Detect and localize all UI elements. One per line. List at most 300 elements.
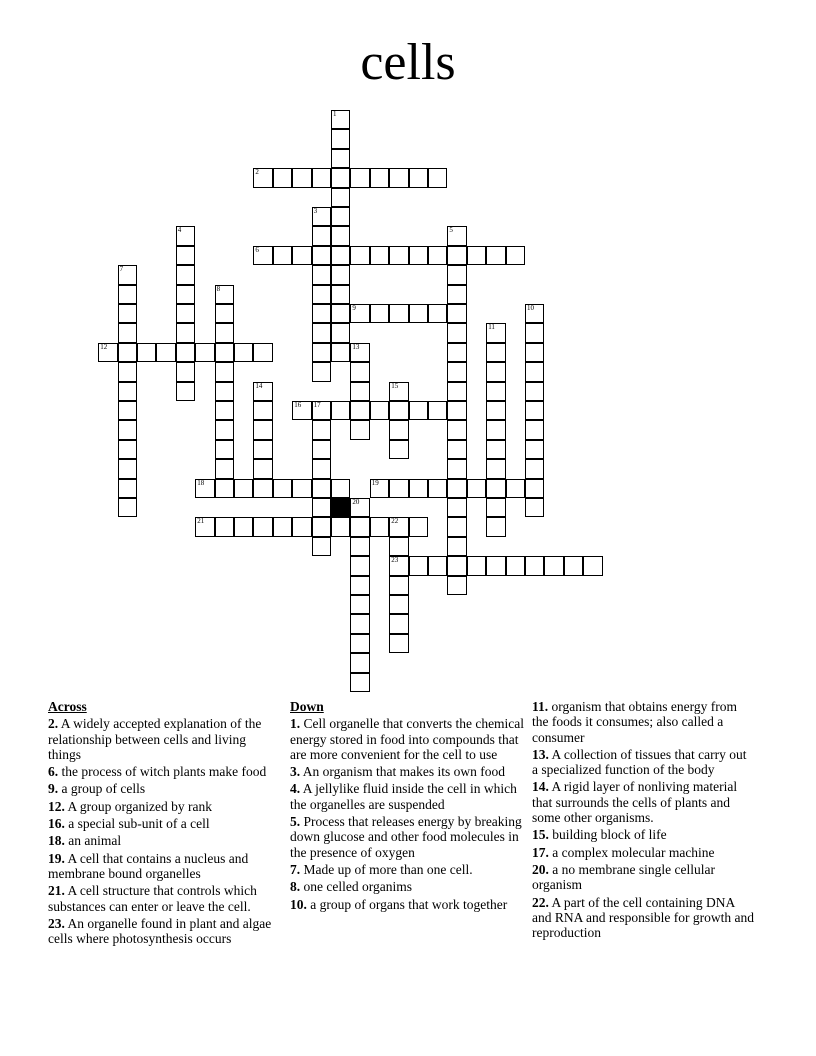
grid-cell[interactable] (215, 323, 234, 342)
grid-cell[interactable] (253, 343, 272, 362)
grid-cell[interactable] (525, 498, 544, 517)
grid-cell[interactable] (215, 362, 234, 381)
clue-text: a no membrane single cellular organism (532, 861, 715, 893)
grid-cell[interactable] (215, 479, 234, 498)
grid-cell[interactable] (447, 304, 466, 323)
grid-cell[interactable] (215, 459, 234, 478)
grid-cell[interactable] (331, 323, 350, 342)
grid-cell[interactable] (176, 343, 195, 362)
grid-cell[interactable] (312, 498, 331, 517)
clue-label: 17. (532, 844, 549, 860)
clue (48, 916, 280, 947)
grid-cell[interactable] (331, 207, 350, 226)
clue (290, 781, 526, 812)
grid-cell[interactable] (370, 517, 389, 536)
down-clue-list (290, 716, 526, 912)
grid-cell[interactable] (447, 517, 466, 536)
clue-number: 22 (391, 517, 399, 526)
clue-text: one celled organims (303, 879, 412, 895)
grid-cell[interactable] (389, 382, 408, 401)
clue-text: a complex molecular machine (552, 844, 715, 860)
clue-number: 12 (100, 342, 108, 351)
clue-text: a group of organs that work together (310, 896, 508, 912)
grid-cell[interactable] (409, 246, 428, 265)
clue-label: 13. (532, 746, 549, 762)
grid-cell[interactable] (312, 207, 331, 226)
page-title: cells (360, 34, 456, 91)
grid-cell[interactable] (544, 556, 563, 575)
clue-label: 20. (532, 861, 549, 877)
clue-label: 21. (48, 883, 65, 899)
clue-text: A jellylike fluid inside the cell in which the organelles are suspended (290, 781, 517, 812)
clue-text: A rigid layer of nonliving material that surrounds the cells of plants and some other organisms. (532, 779, 738, 826)
grid-cell[interactable] (331, 479, 350, 498)
grid-cell[interactable] (215, 343, 234, 362)
grid-cell[interactable] (447, 323, 466, 342)
grid-cell[interactable] (350, 498, 369, 517)
clue-number: 20 (352, 498, 360, 506)
grid-cell[interactable] (253, 479, 272, 498)
grid-cell[interactable] (486, 323, 505, 342)
grid-cell[interactable] (312, 246, 331, 265)
grid-cell[interactable] (389, 168, 408, 187)
grid-cell[interactable] (234, 517, 253, 536)
clue-text: building block of life (552, 827, 667, 843)
grid-cell[interactable] (467, 556, 486, 575)
grid-cell[interactable] (350, 401, 369, 420)
grid-cell[interactable] (312, 168, 331, 187)
grid-cell[interactable] (234, 343, 253, 362)
grid-cell[interactable] (525, 401, 544, 420)
grid-cell[interactable] (583, 556, 602, 575)
grid-cell[interactable] (331, 517, 350, 536)
grid-cell[interactable] (176, 304, 195, 323)
grid-cell[interactable] (331, 285, 350, 304)
clue-text: Made up of more than one cell. (303, 861, 473, 877)
grid-black-square (331, 498, 350, 517)
grid-cell[interactable] (486, 401, 505, 420)
grid-cell[interactable] (486, 440, 505, 459)
clue-number: 8 (216, 284, 221, 293)
clue (532, 699, 754, 745)
grid-cell[interactable] (486, 382, 505, 401)
clue (532, 827, 754, 842)
grid-cell[interactable] (292, 246, 311, 265)
clue (48, 799, 280, 814)
grid-cell[interactable] (370, 168, 389, 187)
clue (290, 716, 526, 762)
grid-cell[interactable] (350, 517, 369, 536)
grid-cell[interactable] (118, 304, 137, 323)
grid-cell[interactable] (486, 479, 505, 498)
grid-cell[interactable] (428, 401, 447, 420)
grid-cell[interactable] (370, 246, 389, 265)
grid-cell[interactable] (331, 149, 350, 168)
grid-cell[interactable] (350, 673, 369, 692)
clue (290, 862, 526, 877)
grid-cell[interactable] (292, 168, 311, 187)
grid-cell[interactable] (176, 226, 195, 245)
grid-cell[interactable] (118, 420, 137, 439)
clue-number: 2 (255, 168, 259, 177)
grid-cell[interactable] (312, 440, 331, 459)
grid-cell[interactable] (350, 556, 369, 575)
grid-cell[interactable] (525, 440, 544, 459)
grid-cell[interactable] (467, 479, 486, 498)
grid-cell[interactable] (447, 285, 466, 304)
grid-cell[interactable] (195, 343, 214, 362)
grid-cell[interactable] (312, 285, 331, 304)
grid-cell[interactable] (331, 343, 350, 362)
grid-cell[interactable] (447, 343, 466, 362)
grid-cell[interactable] (447, 265, 466, 284)
grid-cell[interactable] (447, 362, 466, 381)
grid-cell[interactable] (98, 343, 117, 362)
grid-cell[interactable] (312, 459, 331, 478)
grid-cell[interactable] (486, 246, 505, 265)
grid-cell[interactable] (350, 420, 369, 439)
down-heading: Down (290, 699, 324, 714)
down-clues-continued (532, 699, 754, 942)
grid-cell[interactable] (389, 420, 408, 439)
grid-cell[interactable] (350, 537, 369, 556)
grid-cell[interactable] (331, 246, 350, 265)
clue-text: An organism that makes its own food (302, 764, 505, 780)
grid-cell[interactable] (525, 479, 544, 498)
clue-number: 10 (527, 304, 534, 312)
grid-cell[interactable] (292, 517, 311, 536)
grid-cell[interactable] (253, 168, 272, 187)
grid-cell[interactable] (525, 382, 544, 401)
grid-cell[interactable] (253, 246, 272, 265)
grid-cell[interactable] (350, 576, 369, 595)
clue-label: 10. (290, 896, 307, 912)
clue-label: 2. (48, 716, 59, 732)
clue-text: A cell structure that controls which substances can enter or leave the cell. (48, 883, 257, 914)
grid-cell[interactable] (350, 168, 369, 187)
grid-cell[interactable] (331, 304, 350, 323)
grid-cell[interactable] (525, 323, 544, 342)
grid-cell[interactable] (564, 556, 583, 575)
grid-cell[interactable] (312, 517, 331, 536)
clue-number: 4 (177, 226, 182, 235)
clue (48, 764, 280, 779)
grid-cell[interactable] (389, 517, 408, 536)
grid-cell[interactable] (253, 440, 272, 459)
grid-cell[interactable] (273, 168, 292, 187)
clue-text: Cell organelle that converts the chemical energy stored in food into compounds that are more convenient for the cell to use (290, 716, 525, 762)
clue-label: 1. (290, 716, 301, 732)
clue-label: 6. (48, 764, 59, 780)
grid-cell[interactable] (176, 362, 195, 381)
grid-cell[interactable] (350, 362, 369, 381)
grid-cell[interactable] (389, 614, 408, 633)
across-heading: Across (48, 699, 87, 714)
clue-number: 21 (197, 517, 205, 526)
grid-cell[interactable] (447, 459, 466, 478)
grid-cell[interactable] (312, 304, 331, 323)
grid-cell[interactable] (156, 343, 175, 362)
grid-cell[interactable] (215, 285, 234, 304)
grid-cell[interactable] (292, 401, 311, 420)
grid-cell[interactable] (389, 537, 408, 556)
grid-cell[interactable] (331, 265, 350, 284)
clue-text: An organelle found in plant and algae cells where photosynthesis occurs (48, 915, 272, 947)
grid-cell[interactable] (137, 343, 156, 362)
grid-cell[interactable] (447, 420, 466, 439)
grid-cell[interactable] (312, 226, 331, 245)
grid-cell[interactable] (350, 343, 369, 362)
clue (532, 779, 754, 825)
grid-cell[interactable] (312, 362, 331, 381)
clue-text: A part of the cell containing DNA and RNA and responsible for growth and reproduction (532, 894, 754, 941)
grid-cell[interactable] (447, 537, 466, 556)
clue (48, 833, 280, 848)
grid-cell[interactable] (215, 382, 234, 401)
clue-label: 11. (532, 699, 549, 714)
grid-cell[interactable] (253, 459, 272, 478)
grid-cell[interactable] (253, 517, 272, 536)
grid-cell[interactable] (312, 323, 331, 342)
clue-text: A group organized by rank (67, 798, 212, 814)
grid-cell[interactable] (118, 459, 137, 478)
grid-cell[interactable] (409, 168, 428, 187)
grid-cell[interactable] (447, 440, 466, 459)
grid-cell[interactable] (195, 517, 214, 536)
grid-cell[interactable] (525, 304, 544, 323)
clue-label: 23. (48, 915, 65, 931)
clue (48, 816, 280, 831)
grid-cell[interactable] (176, 323, 195, 342)
grid-cell[interactable] (447, 556, 466, 575)
grid-cell[interactable] (118, 440, 137, 459)
clue-number: 3 (313, 207, 318, 215)
grid-cell[interactable] (409, 401, 428, 420)
clue (290, 764, 526, 779)
clue-label: 15. (532, 827, 549, 843)
clue-number: 11 (488, 323, 495, 332)
grid-cell[interactable] (486, 517, 505, 536)
grid-cell[interactable] (506, 246, 525, 265)
grid-cell[interactable] (292, 479, 311, 498)
grid-cell[interactable] (118, 265, 137, 284)
clue-label: 12. (48, 798, 65, 814)
clue-text: the process of witch plants make food (61, 764, 267, 780)
grid-cell[interactable] (215, 517, 234, 536)
grid-cell[interactable] (176, 285, 195, 304)
clue-number: 16 (294, 401, 302, 409)
grid-cell[interactable] (253, 401, 272, 420)
grid-cell[interactable] (273, 517, 292, 536)
grid-cell[interactable] (118, 362, 137, 381)
grid-cell[interactable] (331, 226, 350, 245)
grid-cell[interactable] (273, 246, 292, 265)
grid-cell[interactable] (118, 343, 137, 362)
grid-cell[interactable] (312, 401, 331, 420)
down-clue-list-continued (532, 699, 754, 940)
clue-number: 6 (255, 245, 259, 254)
grid-cell[interactable] (409, 517, 428, 536)
grid-cell[interactable] (525, 556, 544, 575)
clue-number: 7 (119, 265, 124, 274)
clue-number: 1 (333, 110, 337, 118)
grid-cell[interactable] (447, 382, 466, 401)
grid-cell[interactable] (331, 188, 350, 207)
grid-cell[interactable] (486, 459, 505, 478)
clue-text: Process that releases energy by breaking down glucose and other food molecules in the presence of oxygen (290, 814, 522, 860)
grid-cell[interactable] (350, 246, 369, 265)
grid-cell[interactable] (118, 479, 137, 498)
grid-cell[interactable] (389, 479, 408, 498)
grid-cell[interactable] (447, 401, 466, 420)
clue (48, 851, 280, 882)
grid-cell[interactable] (273, 479, 292, 498)
grid-cell[interactable] (506, 556, 525, 575)
clue (48, 716, 280, 762)
grid-cell[interactable] (312, 420, 331, 439)
grid-cell[interactable] (370, 479, 389, 498)
clue (290, 879, 526, 894)
grid-cell[interactable] (447, 479, 466, 498)
grid-cell[interactable] (118, 285, 137, 304)
grid-cell[interactable] (331, 401, 350, 420)
clue-number: 15 (391, 381, 399, 390)
clue-number: 9 (352, 304, 356, 312)
grid-cell[interactable] (486, 362, 505, 381)
grid-cell[interactable] (253, 382, 272, 401)
grid-cell[interactable] (350, 653, 369, 672)
grid-cell[interactable] (486, 343, 505, 362)
clue-text: a group of cells (61, 781, 146, 797)
clue-text: organism that obtains energy from the foods it consumes; also called a consumer (532, 699, 737, 745)
clue-number: 14 (255, 381, 263, 390)
grid-cell[interactable] (312, 537, 331, 556)
grid-cell[interactable] (389, 556, 408, 575)
grid-cell[interactable] (525, 459, 544, 478)
clue-label: 22. (532, 894, 549, 910)
grid-cell[interactable] (447, 576, 466, 595)
grid-cell[interactable] (331, 168, 350, 187)
grid-cell[interactable] (486, 420, 505, 439)
clue-label: 3. (290, 764, 301, 780)
grid-cell[interactable] (525, 343, 544, 362)
clue (48, 883, 280, 914)
grid-cell[interactable] (428, 246, 447, 265)
clue (532, 862, 754, 893)
grid-cell[interactable] (215, 401, 234, 420)
grid-cell[interactable] (486, 556, 505, 575)
grid-cell[interactable] (467, 246, 486, 265)
grid-cell[interactable] (370, 304, 389, 323)
grid-cell[interactable] (118, 498, 137, 517)
grid-cell[interactable] (118, 323, 137, 342)
grid-cell[interactable] (447, 226, 466, 245)
grid-cell[interactable] (428, 556, 447, 575)
clue-label: 14. (532, 779, 549, 795)
clue-number: 5 (449, 226, 453, 235)
grid-cell[interactable] (409, 479, 428, 498)
grid-cell[interactable] (428, 304, 447, 323)
grid-cell[interactable] (350, 634, 369, 653)
grid-cell[interactable] (389, 304, 408, 323)
clue-number: 23 (391, 556, 399, 565)
grid-cell[interactable] (370, 401, 389, 420)
grid-cell[interactable] (428, 168, 447, 187)
grid-cell[interactable] (350, 382, 369, 401)
clue-text: a special sub-unit of a cell (68, 816, 210, 832)
grid-cell[interactable] (447, 246, 466, 265)
grid-cell[interactable] (234, 479, 253, 498)
clue-text: A widely accepted explanation of the relationship between cells and living things (48, 716, 262, 762)
down-clues (290, 699, 526, 914)
grid-cell[interactable] (350, 304, 369, 323)
grid-cell[interactable] (409, 556, 428, 575)
clue (532, 895, 754, 941)
grid-cell[interactable] (176, 246, 195, 265)
clue (48, 781, 280, 796)
grid-cell[interactable] (215, 304, 234, 323)
grid-cell[interactable] (195, 479, 214, 498)
grid-cell[interactable] (176, 265, 195, 284)
clue-number: 18 (197, 478, 205, 487)
clue-number: 13 (352, 342, 360, 351)
clue (532, 845, 754, 860)
grid-cell[interactable] (331, 129, 350, 148)
clue-label: 19. (48, 850, 65, 866)
grid-cell[interactable] (215, 420, 234, 439)
clue (290, 814, 526, 860)
grid-cell[interactable] (176, 382, 195, 401)
clue (290, 897, 526, 912)
clue-label: 5. (290, 814, 301, 830)
clue (532, 747, 754, 778)
grid-cell[interactable] (389, 246, 408, 265)
grid-cell[interactable] (389, 595, 408, 614)
grid-cell[interactable] (389, 440, 408, 459)
clue-label: 18. (48, 833, 65, 849)
clue-text: A cell that contains a nucleus and membrane bound organelles (48, 850, 249, 881)
grid-cell[interactable] (389, 634, 408, 653)
grid-cell[interactable] (389, 401, 408, 420)
grid-cell[interactable] (428, 479, 447, 498)
grid-cell[interactable] (215, 440, 234, 459)
grid-cell[interactable] (312, 479, 331, 498)
grid-cell[interactable] (312, 265, 331, 284)
grid-cell[interactable] (447, 498, 466, 517)
clue-number: 17 (313, 401, 321, 409)
across-clues (48, 699, 280, 948)
grid-cell[interactable] (525, 362, 544, 381)
grid-cell[interactable] (331, 110, 350, 129)
grid-cell[interactable] (350, 614, 369, 633)
clue-text: an animal (68, 833, 122, 849)
grid-cell[interactable] (409, 304, 428, 323)
clue-label: 8. (290, 879, 301, 895)
grid-cell[interactable] (118, 382, 137, 401)
grid-cell[interactable] (118, 401, 137, 420)
grid-cell[interactable] (506, 479, 525, 498)
clue-text: A collection of tissues that carry out a specialized function of the body (532, 746, 747, 778)
grid-cell[interactable] (350, 595, 369, 614)
clue-label: 16. (48, 816, 65, 832)
grid-cell[interactable] (486, 498, 505, 517)
clue-label: 4. (290, 781, 301, 797)
grid-cell[interactable] (525, 420, 544, 439)
grid-cell[interactable] (312, 343, 331, 362)
grid-cell[interactable] (253, 420, 272, 439)
grid-cell[interactable] (389, 576, 408, 595)
clue-label: 7. (290, 861, 301, 877)
